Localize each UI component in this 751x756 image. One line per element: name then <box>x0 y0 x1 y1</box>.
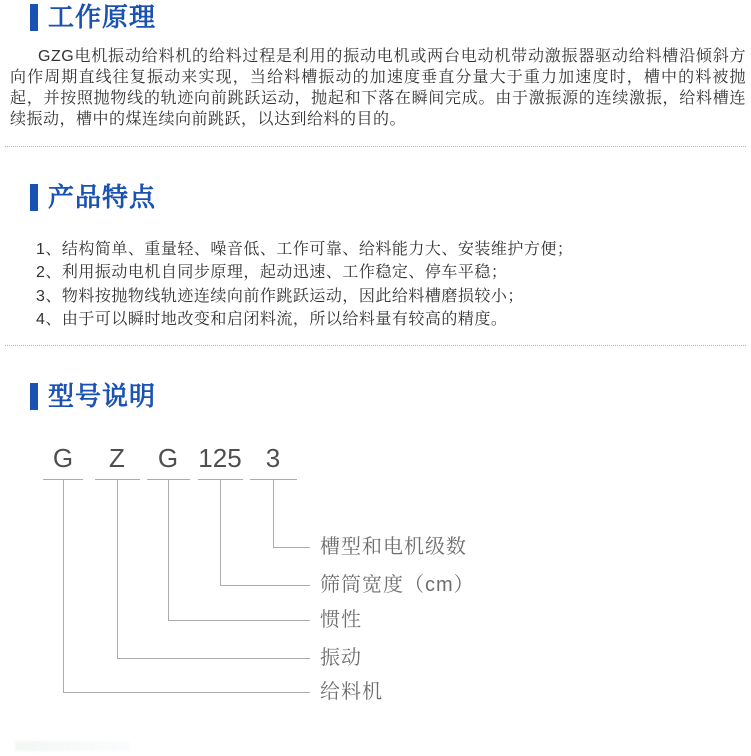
connector-line <box>273 547 310 548</box>
blue-bar-icon <box>30 4 38 31</box>
connector-line <box>63 480 64 692</box>
section-title-working-principle: 工作原理 <box>48 2 157 32</box>
connector-line <box>63 692 310 693</box>
section-title-product-features: 产品特点 <box>48 182 157 212</box>
feature-list-item: 3、物料按抛物线轨迹连续向前作跳跃运动，因此给料槽磨损较小； <box>36 287 524 305</box>
model-segment-label: 槽型和电机级数 <box>320 536 467 558</box>
connector-line <box>117 658 310 659</box>
model-code-segment: Z <box>109 443 125 473</box>
model-segment-label: 振动 <box>320 647 362 669</box>
connector-line <box>220 585 310 586</box>
blue-bar-icon <box>30 184 38 211</box>
model-code-segment: G <box>157 443 179 473</box>
cutoff-artifact <box>15 741 130 751</box>
model-segment-label: 给料机 <box>320 681 383 703</box>
connector-line <box>220 480 221 585</box>
section-title-model-description: 型号说明 <box>48 381 157 411</box>
blue-bar-icon <box>30 383 38 410</box>
model-segment-label: 筛筒宽度（cm） <box>320 574 475 596</box>
model-code-segment: 125 <box>198 443 242 473</box>
feature-list-item: 2、利用振动电机自同步原理，起动迅速、工作稳定、停车平稳； <box>36 264 508 282</box>
model-code-segment: G <box>52 443 74 473</box>
connector-line <box>117 480 118 658</box>
connector-line <box>168 620 310 621</box>
model-segment-label: 惯性 <box>320 609 362 631</box>
model-code-segment: 3 <box>265 443 281 473</box>
product-features-list <box>36 238 573 332</box>
section-divider <box>5 146 746 147</box>
section-divider <box>5 345 746 346</box>
connector-line <box>168 480 169 620</box>
connector-line <box>273 480 274 547</box>
feature-list-item: 4、由于可以瞬时地改变和启闭料流，所以给料量有较高的精度。 <box>36 311 508 329</box>
feature-list-item: 1、结构简单、重量轻、噪音低、工作可靠、给料能力大、安装维护方便； <box>36 241 574 258</box>
working-principle-paragraph: GZG电机振动给料机的给料过程是利用的振动电机或两台电动机带动激振器驱动给料槽沿倾斜方向作周期直线往复振动来实现，当给料槽振动的加速度垂直分量大于重力加速度时，槽中的料被抛起，并按照抛物线的轨迹向前跳跃运动，抛起和下落在瞬间完成。由于激振源的连续激振，给料槽连续振动，槽中的煤连续向前跳跃，以达到给料的目的。 <box>10 48 746 128</box>
